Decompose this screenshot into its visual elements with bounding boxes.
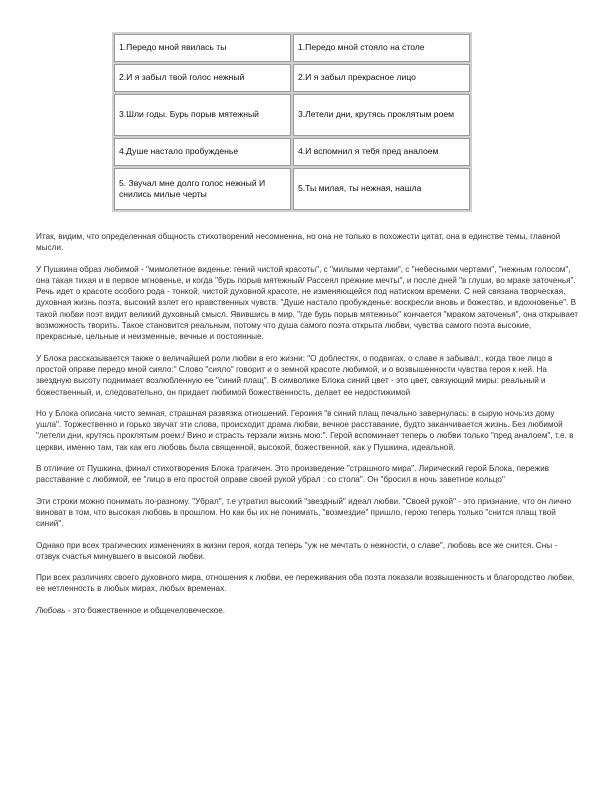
table-cell-blok: 3.Летели дни, крутясь проклятым роем xyxy=(293,94,470,136)
paragraph: Но у Блока описана чисто земная, страшная развязка отношений. Героиня "в синий плащ печально завернулась: в сырую ночь:из дому ушла". Торжественно и горько звучат эти слова, происходит драма любви, вечное расставание, будто заканчивается жизнь. Без любимой "летели дни, крутясь проклятым роем:/ Вино и страсть терзали жизнь мою:". Герой вспоминает теперь о любви только "пред аналоем", т.е. в церкви, именно там, так как его любовь была священной, высокой, божественной, как у Пушкина, идеальной. xyxy=(36,408,574,452)
table-cell-blok: 5.Ты милая, ты нежная, нашла xyxy=(293,168,470,210)
paragraph: Однако при всех трагических изменениях в жизни героя, когда теперь "уж не мечтать о нежности, о славе", любовь все же снится. Сны - отзвук счастья минувшего в высокой любви. xyxy=(36,540,558,561)
paragraph: При всех различиях своего духовного мира, отношения к любви, ее переживания оба поэта показали возвышенность и благородство любви, ее нетленность в любых мирах, любых временах. xyxy=(36,573,575,594)
table-cell-blok: 1.Передо мной стояло на столе xyxy=(293,34,470,62)
table-cell-blok: 2.И я забыл прекрасное лицо xyxy=(293,64,470,92)
table-row xyxy=(114,64,470,92)
paragraph: Эти строки можно понимать по-разному. "Убрал", т.е утратил высокий "звездный" идеал любви. "Своей рукой" - это признание, что он лично виноват в том, что высокая любовь в прошлом. Но как бы их не понимать, "возмездие" пришло, герою теперь только "снится плащ твой синий". xyxy=(36,496,572,529)
paragraph: Итак, видим, что определенная общность стихотворений несомненна, но она не только в похожести цитат, она в единстве темы, главной мысли. xyxy=(36,232,561,253)
table-row xyxy=(114,94,470,136)
table-cell-pushkin: 1.Передо мной явилась ты xyxy=(114,34,291,62)
table-cell-pushkin: 2.И я забыл твой голос нежный xyxy=(114,64,291,92)
paragraph: У Пушкина образ любимой - "мимолетное виденье: гений чистой красоты", с "милыми чертами", с "небесными чертами", "нежным голосом", она такая тихая и в первое мгновенье, и когда "бурь порыв мятежный/ Рассеял прежние мечты", и после дней "в глуши, во мраке заточенья". Речь идет о красоте особого рода - тонкой, чистой духовной красоте, не изменяющейся под натиском времени. С ней связана творческая, духовная жизнь поэта, высокий взлет его нравственных чувств. "Душе настало пробужденье: воскресли вновь и божество, и вдохновенье". В такой любви поэт видит великий духовный смысл. Явившись в мир, "где бурь порыв мятежных" кончается "мраком заточенья", она открывает возможность творить. Такое становится реальным, потому что душа самого поэта открыта любви, чувства самого поэта высокие, прекрасные, цельные и неизменные, вечные и постоянные. xyxy=(36,264,578,342)
table-cell-pushkin: 5. Звучал мне долго голос нежный И снились милые черты xyxy=(114,168,291,210)
table-cell-pushkin: 3.Шли годы. Бурь порыв мятежный xyxy=(114,94,291,136)
table-cell-pushkin: 4.Душе настало пробужденье xyxy=(114,138,291,166)
conclusion-paragraph xyxy=(36,605,578,616)
term-lyubov: Любовь xyxy=(36,605,66,615)
paragraph: У Блока рассказывается также о величайшей роли любви в его жизни: "О доблестях, о подвигах, о славе я забывал:, когда твое лицо в простой оправе передо мной сияло:" Слово "сияло" говорит и о земной красоте любимой, и о возвышенности чувства героя к ней. На звездную высоту поднимает возлюбленную ее "синий плащ". В символике Блока синий цвет - это цвет, связующий миры: реальный и божественный, и, следовательно, он придает любимой божественность, делает ее недостижимой xyxy=(36,353,553,397)
comparison-table xyxy=(112,32,472,212)
table-row xyxy=(114,138,470,166)
essay-body xyxy=(36,231,578,626)
table-cell-blok: 4.И вспомнил я тебя пред аналоем xyxy=(293,138,470,166)
table-row xyxy=(114,34,470,62)
conclusion-text: - это божественное и общечеловеческое. xyxy=(65,605,226,615)
table-row xyxy=(114,168,470,210)
paragraph: В отличие от Пушкина, финал стихотворения Блока трагичен. Это произведение "страшного мира". Лирический герой Блока, пережив расставание с любимой, ее "лицо в его простой оправе своей рукой убрал : со стола". Он "бросил в ночь заветное кольцо" xyxy=(36,464,550,485)
